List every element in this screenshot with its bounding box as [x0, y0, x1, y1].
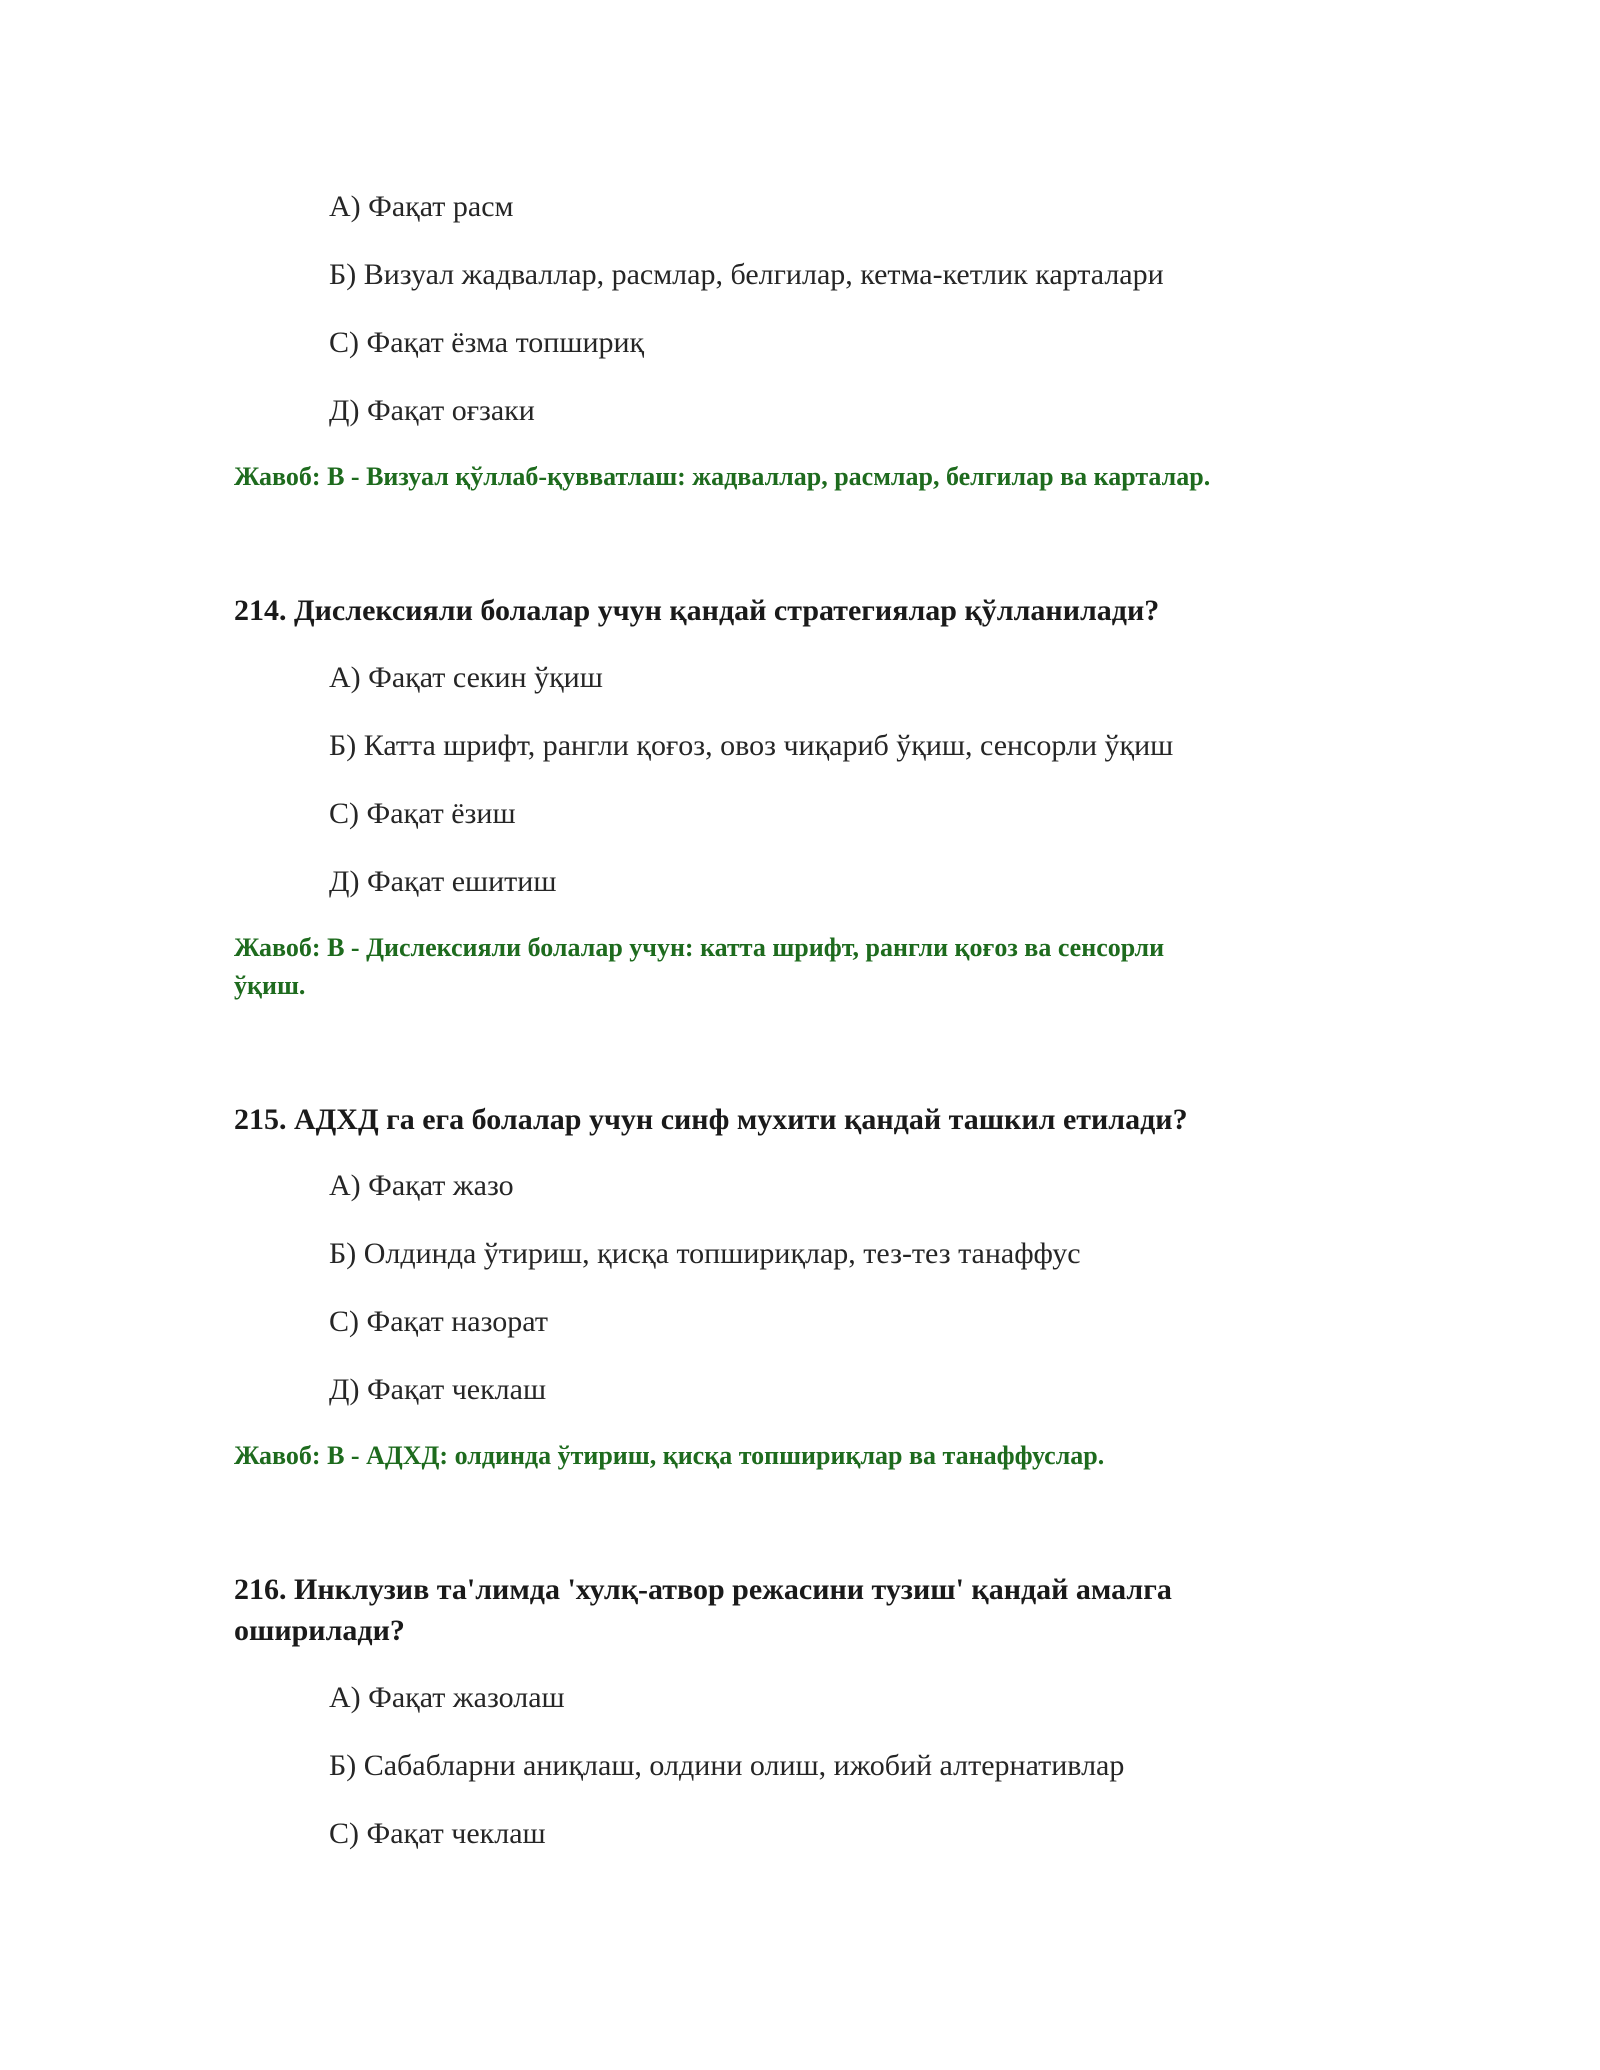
- option-214-d: Д) Фақат ешитиш: [329, 865, 557, 898]
- answer-215: Жавоб: B - АДХД: олдинда ўтириш, қисқа топшириқлар ва танаффуслар.: [234, 1441, 1105, 1470]
- option-215-b: Б) Олдинда ўтириш, қисқа топшириқлар, тез-тез танаффус: [329, 1237, 1081, 1270]
- question-215: 215. АДХД га ега болалар учун синф мухити қандай ташкил етилади?: [234, 1103, 1188, 1136]
- option-216-a: А) Фақат жазолаш: [329, 1681, 565, 1714]
- question-214: 214. Дислексияли болалар учун қандай стратегиялар қўлланилади?: [234, 594, 1160, 627]
- option-215-c: С) Фақат назорат: [329, 1305, 548, 1338]
- answer-214-line-2: ўқиш.: [234, 971, 306, 1000]
- option-215-d: Д) Фақат чеклаш: [329, 1373, 547, 1406]
- option-214-c: С) Фақат ёзиш: [329, 797, 516, 830]
- question-216-line-2: оширилади?: [234, 1614, 405, 1647]
- option-214-b: Б) Катта шрифт, рангли қоғоз, овоз чиқариб ўқиш, сенсорли ўқиш: [329, 729, 1174, 762]
- option-213-d: Д) Фақат оғзаки: [329, 394, 535, 427]
- option-213-b: Б) Визуал жадваллар, расмлар, белгилар, кетма-кетлик карталари: [329, 258, 1164, 291]
- option-213-a: А) Фақат расм: [329, 190, 514, 223]
- option-216-b: Б) Сабабларни аниқлаш, олдини олиш, ижобий алтернативлар: [329, 1749, 1125, 1782]
- question-216-line-1: 216. Инклузив та'лимда 'хулқ-атвор режасини тузиш' қандай амалга: [234, 1573, 1172, 1606]
- answer-213: Жавоб: B - Визуал қўллаб-қувватлаш: жадваллар, расмлар, белгилар ва карталар.: [234, 462, 1211, 491]
- option-216-c: С) Фақат чеклаш: [329, 1817, 546, 1850]
- option-214-a: А) Фақат секин ўқиш: [329, 661, 603, 694]
- answer-214-line-1: Жавоб: B - Дислексияли болалар учун: катта шрифт, рангли қоғоз ва сенсорли: [234, 933, 1165, 962]
- option-215-a: А) Фақат жазо: [329, 1169, 514, 1202]
- option-213-c: С) Фақат ёзма топшириқ: [329, 326, 645, 359]
